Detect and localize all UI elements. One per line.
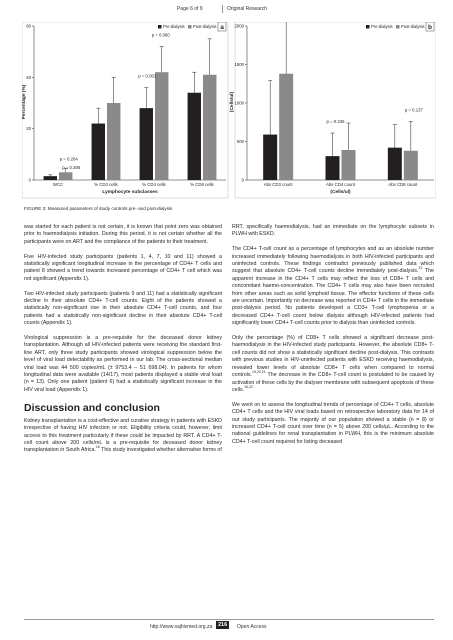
page-number-label: Page 6 of 9 (177, 6, 203, 12)
x-axis-label: Lymphocyte subclasses (102, 190, 158, 195)
y-tick-label: 0 (28, 177, 31, 183)
y-tick-label: 500 (236, 139, 244, 144)
legend-swatch (158, 25, 162, 29)
x-tick-label: % CD8 cells (190, 182, 214, 187)
page-number-badge: 216 (218, 622, 228, 628)
bar (388, 148, 402, 180)
legend-swatch (366, 25, 370, 29)
right-column (232, 224, 434, 454)
paragraph: Two HIV-infected study participants (patients 9 and 11) had a statistically significant decline in their absolute CD4+ T-cell counts. Eight of the patients showed a statistically non-significant rise in their absolute CD4+ T-cell counts, and four patients had a statistically non-significant decline in their absolute CD4+ T-cell counts (Appendix 1). (24, 290, 222, 327)
paragraph: Only the percentage (%) of CD8+ T cells showed a significant decrease post-haemodialysis in the HIV-infected study participants. However, the absolute CD8+ T-cell counts did not show a statistically significant decline post-dialysis. This contrasts with previous studies in HIV-uninfected patients with ESKD receiving haemodialysis, revealed lower levels of absolute CD8+ T cells when compared to normal controls.$^{19,20,21}$ The decrease in the CD8+ T-cell count is postulated to be caused by activation of these cells by the dialyser membrane with subsequent apoptosis of these cells.$^{19,22}$ (232, 335, 434, 393)
legend-entry: Post-dialysis (401, 24, 425, 29)
figure-caption: FIGURE 3: Measured parameters of study controls pre- and post-dialysis (24, 206, 173, 211)
journal-url-link[interactable]: http://www.sajhivmed.org.za (150, 624, 213, 630)
x-tick-label: WCC (52, 182, 64, 187)
bar (44, 176, 57, 180)
y-tick-label: 2000 (234, 23, 244, 29)
paragraph: The CD4+ T-cell count as a percentage of lymphocytes and as an absolute number increased immediately following haemodialysis in both HIV-infected participants and uninfected controls. These findings contradict previously published data which suggest that absolute CD4+ T-cell counts decline immediately post-dialysis.$^{13}$ The apparent increase in the CD4+ T cells may reflect the loss of CD8+ T cells and concomitant haemo-concentration. The CD4+ T cells may also have been recruited from other areas such as solid lymphoid tissue. The effector functions of these cells are uncertain. Importantly no decrease was reported in CD4+ T cells in the immediate post-dialysis period. No patients developed a CD3+ T-cell lymphopenia or a decreased CD4+ T-cell count below dialysis although HIV-infected patients had significantly lower CD4+ T-cell counts prior to dialysis than uninfected controls. (232, 246, 434, 327)
citation[interactable]: 19,20,21 (252, 370, 266, 375)
bar (59, 172, 72, 180)
bar (404, 151, 418, 180)
bar (203, 75, 216, 180)
y-tick-label: 20 (26, 126, 31, 132)
paragraph: Five HIV-infected study participants (patients 1, 4, 7, 10 and 11) showed a statistically significant longitudinal increase in the percentage of CD4+ T cells and patient 8 showed a trend towards increased percentage of CD4+ T cell which was not significant (Appendix 1). (24, 253, 222, 282)
x-tick-label: % CD3 cells (94, 182, 118, 187)
panel-label: a (220, 24, 224, 31)
footer-divider (24, 619, 434, 620)
panel-label: b (428, 24, 432, 31)
header-divider (222, 5, 223, 13)
paragraph: RRT, specifically haemodialysis, had an immediate on the lymphocyte subsets in PLWH with ESKD. (232, 224, 434, 238)
p-value-annotation: p = 0.137 (404, 107, 423, 113)
x-axis-label: (Cells/ul) (330, 190, 351, 195)
legend-entry: Pre-dialysis (163, 24, 185, 29)
y-tick-label: 1500 (234, 62, 244, 67)
citation[interactable]: 13 (418, 266, 423, 271)
legend-entry: Post-dialysis (193, 24, 217, 29)
x-tick-label: % CD4 cells (142, 182, 166, 187)
bar (279, 74, 293, 180)
bar (155, 72, 168, 180)
p-value-annotation: p = 0.001 (138, 73, 157, 79)
legend-swatch (396, 25, 400, 29)
y-tick-label: 0 (241, 177, 244, 183)
x-tick-label: Abs CD8 count (388, 182, 418, 187)
paragraph: was started for each patient is not certain, it is known that point zero was obtained prior to haemodialysis initiation. During this period, it is not certain whether all the participants were on ART and the compliance of the patients to their treatment. (24, 224, 222, 245)
y-axis-label: Percentage (%) (22, 84, 27, 120)
figure-3 (22, 22, 436, 202)
y-axis-label: (Cells/ul) (230, 91, 235, 113)
p-value-annotation: p = 0.236 (326, 119, 345, 125)
bar (342, 150, 356, 180)
p-value-annotation: p = 0.306 (62, 164, 81, 170)
bar (140, 108, 153, 180)
citation[interactable]: 16 (95, 445, 100, 450)
bar (107, 103, 120, 180)
paragraph: Kidney transplantation is a cost-effective and curative strategy in patients with ESKD irrespective of having HIV infection or not. Eligibility criteria could, however, limit access to this treatment particularly if these could be impacted by RRT. A CD4+ T-cell count above 200 cells/mL is a pre-requisite for deceased donor kidney transplantation in South Africa.$^{16}$ This study investigated whether alternative forms of (24, 417, 222, 454)
journal-section-label: Original Research (227, 6, 268, 12)
bar (326, 156, 340, 180)
bar (188, 93, 201, 180)
bar (92, 124, 105, 180)
x-tick-label: Abs CD4 count (326, 182, 355, 187)
open-access-label: Open Access (237, 624, 267, 630)
x-tick-label: Abs CD3 count (263, 182, 293, 187)
p-value-annotation: p = 0.264 (59, 156, 78, 162)
y-tick-label: 60 (26, 23, 31, 29)
p-value-annotation: p = 0.080 (151, 32, 170, 38)
legend-entry: Pre-dialysis (371, 24, 393, 29)
y-tick-label: 40 (26, 74, 31, 80)
paragraph: We went on to assess the longitudinal trends of percentage of CD4+ T cells, absolute CD4+ T cells and the HIV viral loads based on retrospective laboratory data for 14 of our study participants. The majority of our population showed a stable (n = 8) or increased CD4+ T-cell count over time (n = 5) above 200 cells/μL. According to the national guidelines for renal transplantation in PLWH, this is the minimum absolute CD4+ T-cell count required for listing deceased (232, 401, 434, 445)
section-heading: Discussion and conclusion (24, 401, 160, 414)
chart-panel-b (229, 22, 436, 198)
chart-panel-a (22, 22, 228, 198)
citation[interactable]: 19,22 (244, 385, 253, 390)
paragraph: Virological suppression is a pre-requisite for the deceased donor kidney transplantation. Although all HIV-infected patients were receiving the standard first-line ART, only three study participants showed virological suppression below the level of viral load detectability as performed in our lab. The cross-sectional median viral load was 44 500 copies/mL (± 9753.4 – 51 698.04). In patients for whom longitudinal data were available (14/17), most patients displayed a stable viral load (n = 13). Only one patient (patient 6) had a statistically significant increase in the HIV viral load (Appendix 1). (24, 335, 222, 393)
legend-swatch (188, 25, 192, 29)
bar (263, 135, 277, 180)
left-column (24, 224, 222, 462)
y-tick-label: 1000 (234, 100, 244, 106)
